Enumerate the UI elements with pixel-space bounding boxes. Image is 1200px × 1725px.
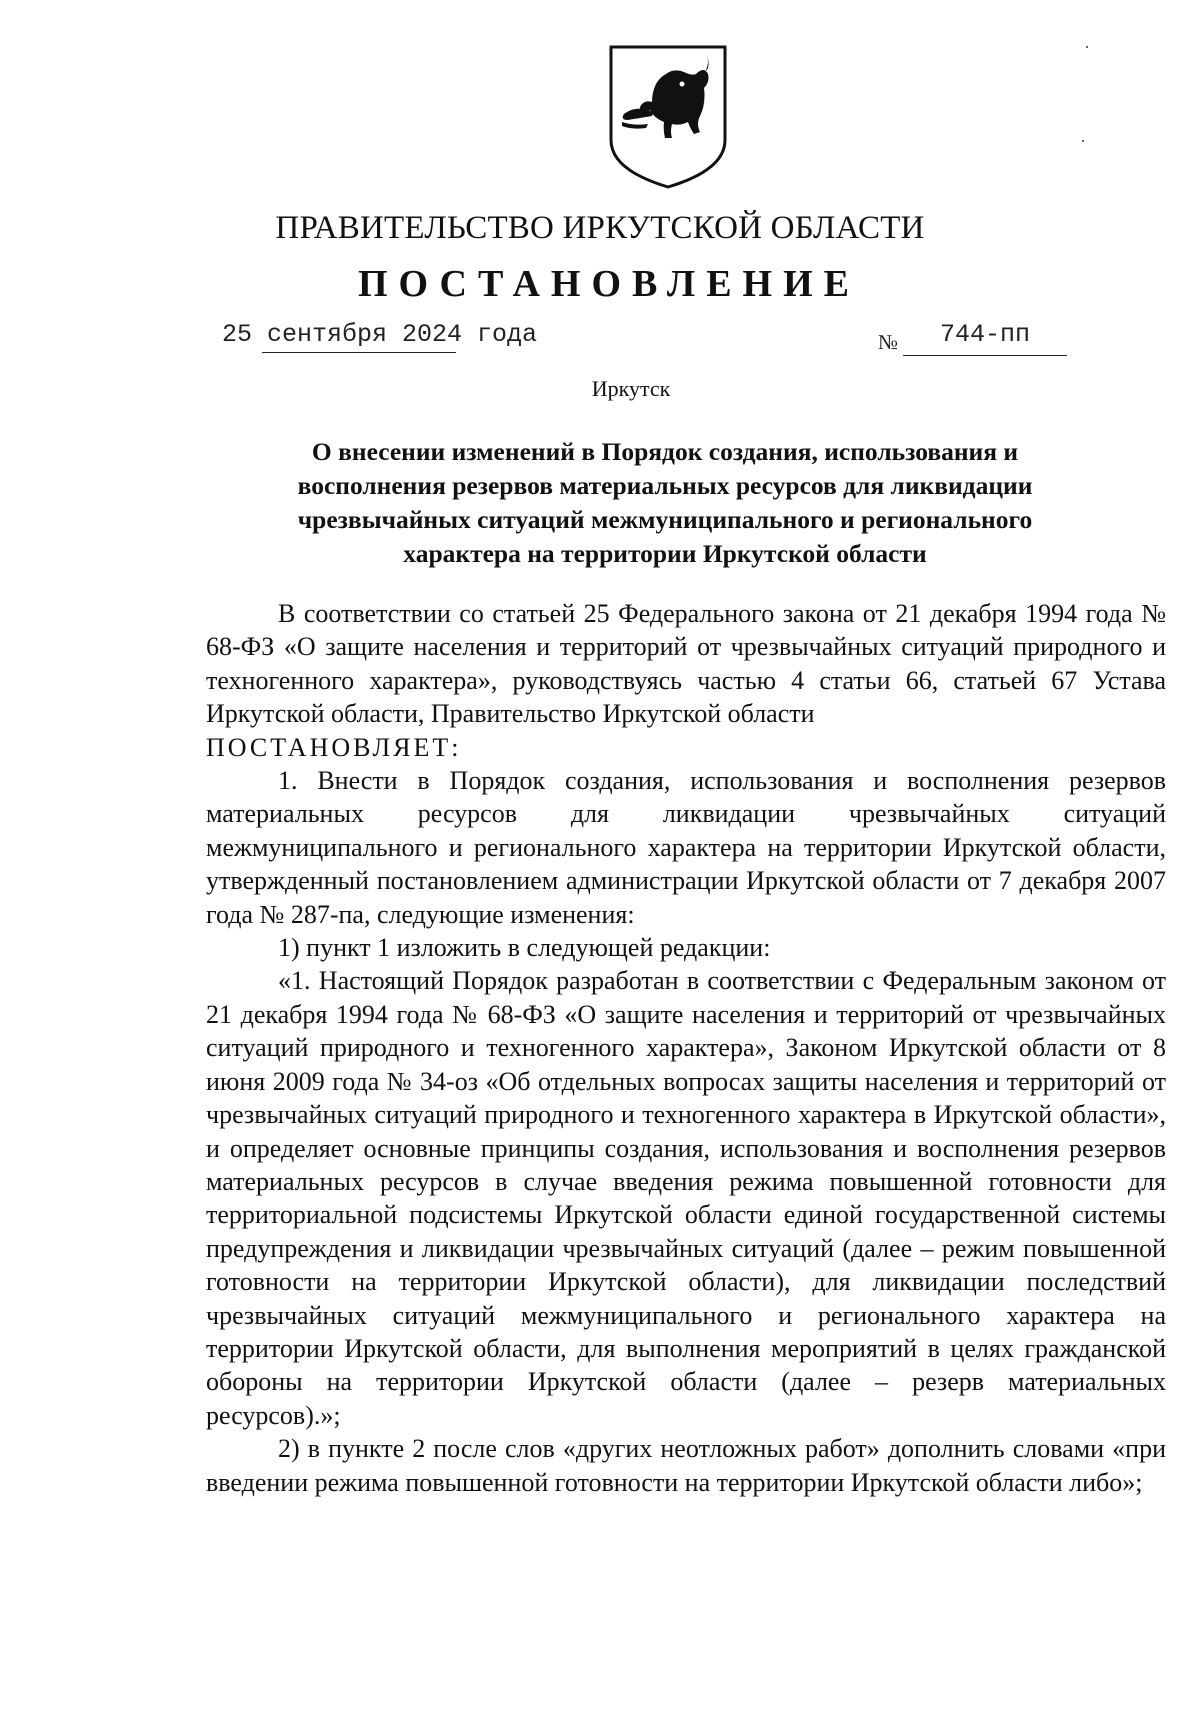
number-underline — [903, 355, 1067, 356]
body-paragraph: 1. Внести в Порядок создания, использования и восполнения резервов материальных ресурсов для ликвидации чрезвычайных ситуаций межмуниципального и регионального характера на территории Иркутской области, утвержденный постановлением администрации Иркутской области от 7 декабря 2007 года № 287-па, следующие изменения: — [206, 766, 1166, 929]
document-heading — [230, 435, 1100, 571]
document-number: 744-пп — [940, 320, 1031, 349]
heading-line: О внесении изменений в Порядок создания, использования и — [311, 437, 1019, 466]
government-title: ПРАВИТЕЛЬСТВО ИРКУТСКОЙ ОБЛАСТИ — [275, 210, 925, 246]
date-underline — [262, 352, 456, 353]
heading-line: восполнения резервов материальных ресурсов для ликвидации — [297, 471, 1033, 500]
irkutsk-coat-of-arms-icon — [608, 44, 728, 190]
preamble-paragraph: В соответствии со статьей 25 Федерального закона от 21 декабря 1994 года № 68-ФЗ «О защите населения и территорий от чрезвычайных ситуаций природного и техногенного характера», руководствуясь частью 4 статьи 66, статьей 67 Устава Иркутской области, Правительство Иркутской области — [206, 599, 1166, 729]
document-date: 25 сентября 2024 года — [222, 320, 538, 349]
scan-speck — [1086, 46, 1088, 48]
heading-line: чрезвычайных ситуаций межмуниципального и регионального — [297, 505, 1033, 534]
body-paragraph: 2) в пункте 2 после слов «других неотложных работ» дополнить словами «при введении режима повышенной готовности на территории Иркутской области либо»; — [206, 1434, 1166, 1497]
resolves-word: ПОСТАНОВЛЯЕТ: — [206, 732, 462, 762]
heading-line: характера на территории Иркутской области — [403, 539, 927, 568]
number-sign: № — [878, 330, 899, 354]
body-paragraph: 1) пункт 1 изложить в следующей редакции: — [278, 933, 771, 963]
document-city: Иркутск — [591, 376, 671, 401]
document-type: ПОСТАНОВЛЕНИЕ — [357, 263, 861, 305]
document-body — [206, 597, 1166, 1499]
scan-speck — [1082, 140, 1084, 142]
body-paragraph: «1. Настоящий Порядок разработан в соответствии с Федеральным законом от 21 декабря 1994 года № 68-ФЗ «О защите населения и территорий от чрезвычайных ситуаций природного и техногенного характера», Законом Иркутской области от 8 июня 2009 года № 34-оз «Об отдельных вопросах защиты населения и территорий от чрезвычайных ситуаций природного и техногенного характера в Иркутской области», и определяет основные принципы создания, использования и восполнения резервов материальных ресурсов в случае введения режима повышенной готовности для территориальной подсистемы Иркутской области единой государственной системы предупреждения и ликвидации чрезвычайных ситуаций (далее – режим повышенной готовности на территории Иркутской области), для ликвидации последствий чрезвычайных ситуаций межмуниципального и регионального характера на территории Иркутской области, для выполнения мероприятий в целях гражданской обороны на территории Иркутской области (далее – резерв материальных ресурсов).»; — [206, 966, 1166, 1430]
